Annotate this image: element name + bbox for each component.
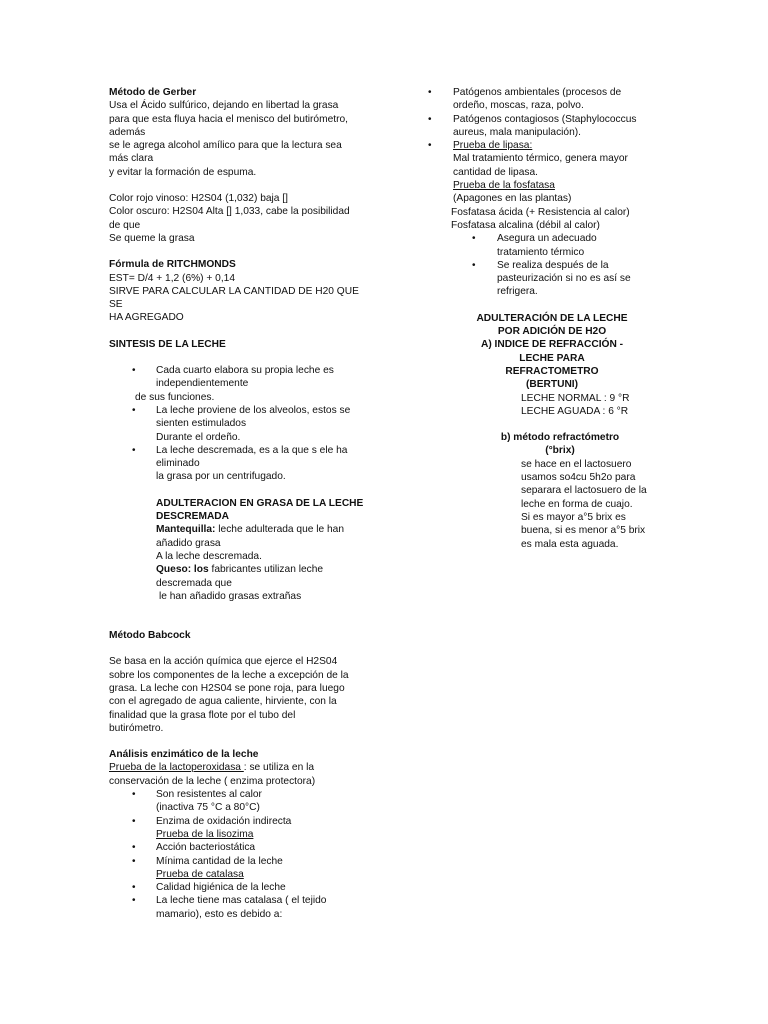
adulteracion-h2o-heading: ADULTERACIÓN DE LA LECHE POR ADICIÓN DE H2O A) INDICE DE REFRACCIÓN - LECHE PARA REFRACTOMETRO (BERTUNI)	[476, 312, 628, 391]
list-item: • Calidad higiénica de la leche	[109, 881, 367, 894]
gerber-line: más clara	[109, 153, 154, 165]
babcock-line: butirómetro.	[109, 722, 164, 734]
babcock-line: finalidad que la grasa flote por el tubo del	[109, 709, 296, 721]
gerber-line: y evitar la formación de espuma.	[109, 166, 257, 178]
gerber-line: además	[109, 126, 146, 138]
enzimas-list	[109, 788, 367, 921]
list-item: • La leche tiene mas catalasa ( el tejido mamario), esto es debido a:	[109, 894, 367, 921]
leche-normal: LECHE NORMAL : 9 °R	[521, 392, 630, 404]
enzimatico-title: Análisis enzimático de la leche	[109, 749, 259, 761]
right-column	[428, 86, 660, 551]
lisozima-heading: Prueba de la lisozima	[156, 828, 254, 840]
babcock-title: Método Babcock	[109, 630, 191, 642]
sintesis-continuation: de sus funciones.	[135, 391, 215, 403]
sintesis-list	[109, 364, 367, 391]
babcock-line: grasa. La leche con H2S04 se pone roja, para luego	[109, 682, 345, 694]
mantequilla-line: Mantequilla: leche adulterada que le han	[156, 524, 345, 536]
adulteracion-grasa-block: ADULTERACION EN GRASA DE LA LECHE DESCREMADA Mantequilla: leche adulterada que le han añadido grasa A la leche descremada. Queso: los fabricantes utilizan leche descremada que le han añadido grasas extrañas	[109, 497, 367, 603]
gerber-line: Usa el Ácido sulfúrico, dejando en libertad la grasa	[109, 100, 339, 112]
list-item: • Acción bacteriostática	[109, 841, 367, 854]
list-item: • Cada cuarto elabora su propia leche es independientemente	[109, 364, 367, 391]
babcock-line: sobre los componentes de la leche a excepción de la	[109, 669, 349, 681]
list-item: • Son resistentes al calor (inactiva 75 °C a 80°C)	[109, 788, 367, 815]
list-item: • Se realiza después de la pasteurización si no es así se refrigera.	[428, 259, 660, 299]
leche-aguada: LECHE AGUADA : 6 °R	[521, 405, 629, 417]
ritchmonds-line: EST= D/4 + 1,2 (6%) + 0,14	[109, 272, 235, 284]
list-item: • Asegura un adecuado tratamiento térmico	[428, 232, 660, 259]
fosfatasa-heading: Prueba de la fosfatasa	[453, 180, 555, 192]
color-line: Se queme la grasa	[109, 232, 195, 244]
refractometro-block: se hace en el lactosuero usamos so4cu 5h2o para separara el lactosuero de la leche en forma de cuajo. Si es mayor a°5 brix es buena, si es menor a°5 brix es mala esta aguada.	[521, 458, 647, 550]
gerber-line: para que esta fluya hacia el menisco del butirómetro,	[109, 113, 348, 125]
refractometro-heading: b) método refractómetro (°brix)	[500, 432, 620, 457]
color-line: de que	[109, 219, 141, 231]
color-line: Color oscuro: H2S04 Alta [] 1,033, cabe la posibilidad	[109, 206, 350, 218]
adulteracion-title: ADULTERACION EN GRASA DE LA LECHE	[156, 497, 364, 509]
list-item: • Enzima de oxidación indirecta Prueba de la lisozima	[109, 815, 367, 842]
list-item: • Patógenos ambientales (procesos de ordeño, moscas, raza, polvo.	[428, 86, 660, 113]
color-line: Color rojo vinoso: H2S04 (1,032) baja []	[109, 193, 288, 205]
list-item: • Mínima cantidad de la leche Prueba de catalasa	[109, 855, 367, 882]
catalasa-heading: Prueba de catalasa	[156, 868, 244, 880]
patogenos-list	[428, 86, 660, 152]
babcock-line: Se basa en la acción química que ejerce el H2S04	[109, 656, 338, 668]
fosfatasa-list	[428, 232, 660, 298]
lipasa-heading: • Prueba de lipasa:	[453, 140, 533, 152]
babcock-line: con el agregado de agua caliente, hirviente, con la	[109, 696, 337, 708]
left-column: Método de Gerber Usa el Ácido sulfúrico, dejando en libertad la grasa para que esta fluya hacia el menisco del butirómetro, además se le agrega alcohol amílico para que la lectura sea más clara y evitar la formación de espuma. Color rojo vinoso: H2S04 (1,032) baja [] Color oscuro: H2S04 Alta [] 1,033, cabe la posibilidad de que Se queme la grasa Fórmula de RITCHMONDS EST= D/4 + 1,2 (6%) + 0,14 SIRVE PARA CALCULAR LA CANTIDAD DE H20 QUE SE HA AGREGADO SINTESIS DE LA LECHE • Cada cuarto elabora su propia leche es independientemente de sus funciones. • La leche proviene de los alveolos, estos se sienten estimulados Durante el ordeño. • La leche descremada, es a la que s ele ha eliminado la grasa por un centrifugado. ADULTERACION EN GRASA DE LA LECHE DESCREMADA Mantequilla: leche adulterada que le han añadido grasa A la leche descremada. Queso: los fabricantes utilizan leche descremada que le han añadido grasas extrañas Método Babcock Se basa en la acción química que ejerce el H2S04 sobre los componentes de la leche a excepción de la grasa. La leche con H2S04 se pone roja, para luego con el agregado de agua caliente, hirviente, con la finalidad que la grasa flote por el tubo del butirómetro. Análisis enzimático de la leche Prueba de la lactoperoxidasa : se utiliza en la conservación de la leche ( enzima protectora) • Son resistentes al calor (inactiva 75 °C a 80°C) • Enzima de oxidación indirecta Prueba de la lisozima • Acción bacteriostática • Mínima cantidad de la leche Prueba de catalasa • Calidad higiénica de la leche • La leche tiene mas catalasa ( el tejido mamario), esto es debido a:	[109, 86, 367, 921]
list-item: • La leche descremada, es a la que s ele ha eliminado la grasa por un centrifugado.	[109, 444, 367, 484]
gerber-title: Método de Gerber	[109, 87, 197, 98]
sintesis-title: SINTESIS DE LA LECHE	[109, 338, 226, 350]
lipasa-block: Mal tratamiento térmico, genera mayor cantidad de lipasa. Prueba de la fosfatasa (Apagones en las plantas) Fosfatasa ácida (+ Resistencia al calor) Fosfatasa alcalina (débil al calor)	[428, 152, 660, 232]
ritchmonds-line: HA AGREGADO	[109, 312, 184, 324]
lactoperoxidasa-line: Prueba de la lactoperoxidasa : se utiliza en la	[109, 762, 315, 774]
queso-line: Queso: los fabricantes utilizan leche	[156, 564, 324, 576]
adulteracion-title: DESCREMADA	[156, 511, 230, 523]
ritchmonds-title: Fórmula de RITCHMONDS	[109, 259, 236, 271]
list-item: • La leche proviene de los alveolos, estos se sienten estimulados Durante el ordeño.	[109, 404, 367, 444]
sintesis-list-2	[109, 404, 367, 484]
gerber-line: se le agrega alcohol amílico para que la lectura sea	[109, 140, 342, 152]
ritchmonds-line: SIRVE PARA CALCULAR LA CANTIDAD DE H20 QUE SE	[109, 285, 359, 311]
list-item: • Patógenos contagiosos (Staphylococcus aureus, mala manipulación).	[428, 113, 660, 140]
list-item	[428, 139, 660, 152]
